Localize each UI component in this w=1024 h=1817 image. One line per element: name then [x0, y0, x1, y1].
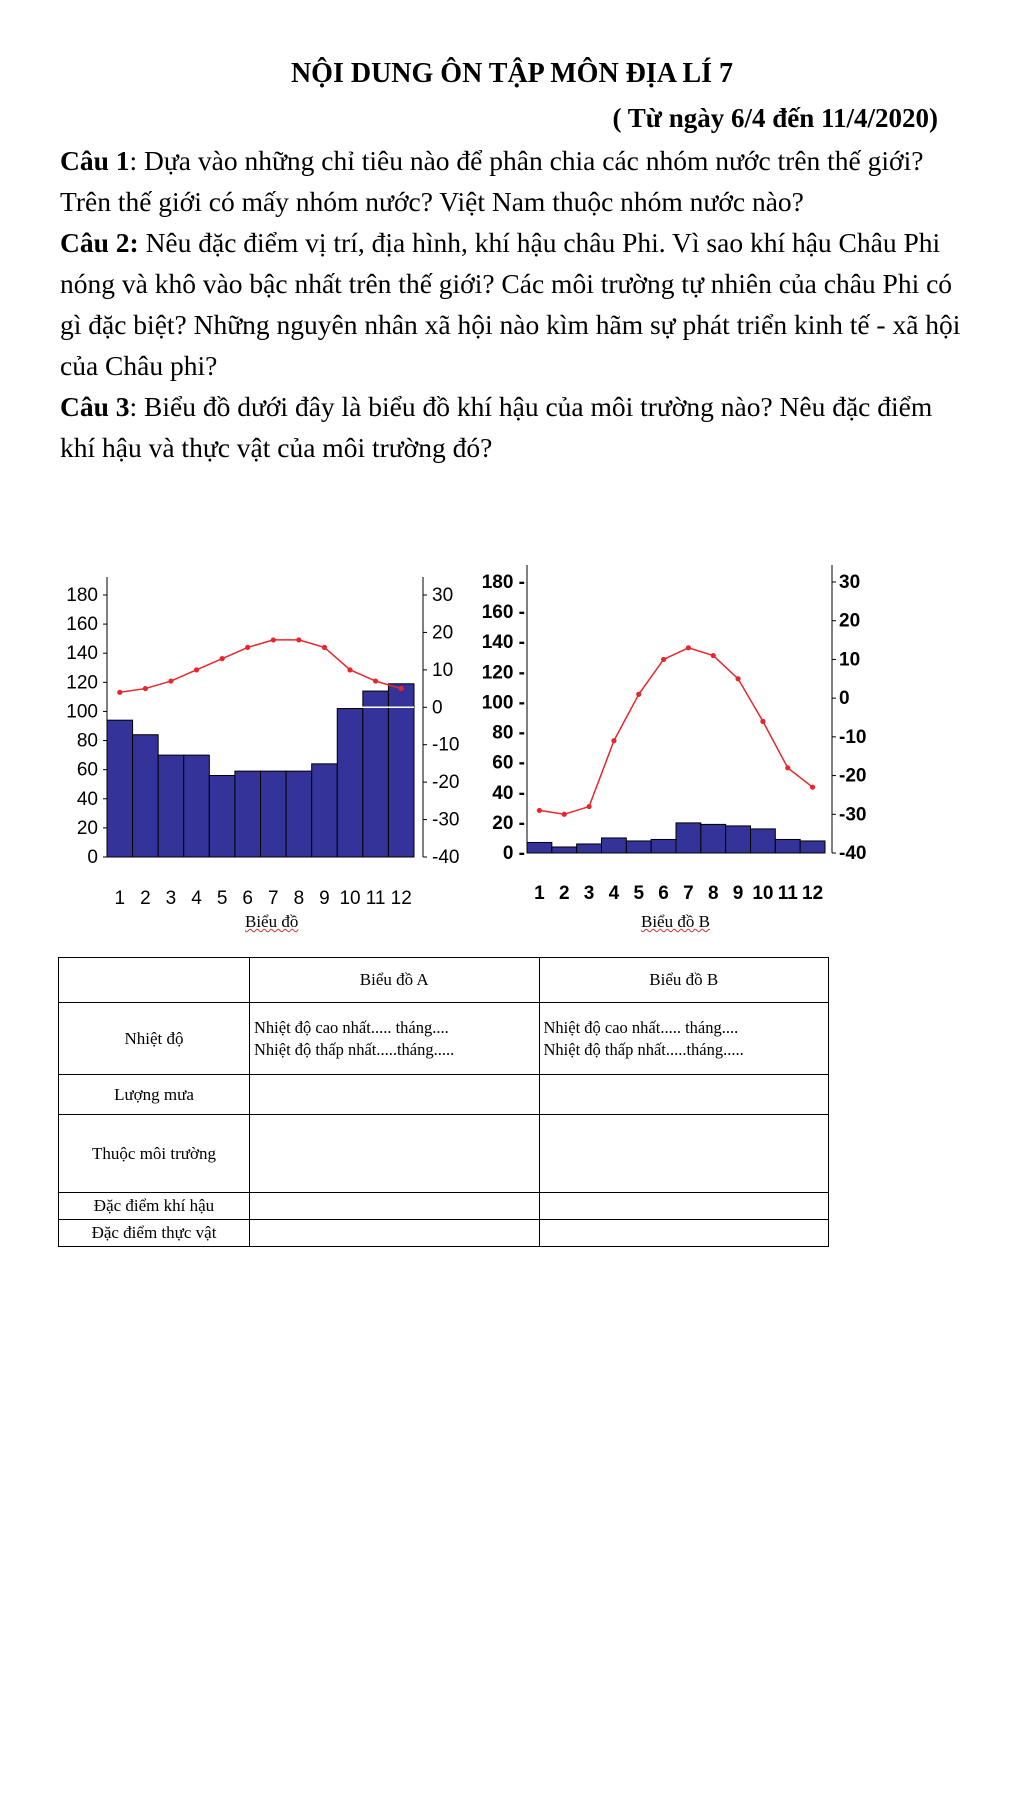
x-tick-label: 1 — [114, 888, 126, 909]
x-tick-label: 2 — [140, 888, 151, 909]
rain-bar — [184, 755, 210, 857]
x-tick-label: 11 — [365, 888, 386, 909]
x-tick-label: 8 — [293, 888, 305, 909]
rain-bar — [388, 684, 414, 857]
y-left-tick-label: 120 - — [481, 662, 525, 684]
x-tick-label: 3 — [583, 883, 595, 904]
rain-cell-b — [539, 1075, 829, 1115]
y-right-tick-label: -10 — [432, 734, 460, 756]
y-right-tick-label: 10 — [432, 659, 454, 681]
x-tick-label: 7 — [683, 883, 694, 904]
row-label-plant: Đặc điểm thực vật — [59, 1220, 250, 1247]
question-label: Câu 2: — [60, 227, 139, 258]
rain-bar — [577, 844, 602, 853]
y-left-tick-label: 60 - — [492, 752, 525, 774]
x-tick-label: 5 — [216, 888, 228, 909]
rain-bar — [363, 691, 389, 857]
table-row — [59, 1075, 829, 1115]
temperature-line — [120, 640, 401, 692]
rain-bar — [261, 771, 287, 857]
question-text: Nêu đặc điểm vị trí, địa hình, khí hậu châu Phi. Vì sao khí hậu Châu Phi nóng và khô vào bậc nhất trên thế giới? Các môi trường tự nhiên của châu Phi có gì đặc biệt? Những nguyên nhân xã hội nào kìm hãm sự phát triển kinh tế - xã hội của Châu phi? — [60, 227, 961, 381]
temperature-point — [143, 686, 148, 691]
y-left-tick-label: 60 — [76, 759, 98, 781]
temp-low-b: Nhiệt độ thấp nhất.....tháng..... — [543, 1039, 744, 1059]
rain-bar — [133, 735, 159, 857]
x-tick-label: 2 — [558, 883, 570, 904]
temperature-point — [296, 637, 301, 642]
table-header-row — [59, 958, 829, 1003]
x-tick-label: 6 — [242, 888, 253, 909]
x-tick-label: 5 — [633, 883, 645, 904]
temperature-point — [760, 719, 765, 724]
y-left-tick-label: 80 - — [492, 722, 525, 744]
y-right-tick-label: 0 — [432, 697, 443, 719]
y-left-tick-label: 80 — [76, 730, 98, 752]
x-tick-label: 1 — [534, 883, 545, 904]
rain-bar — [701, 824, 726, 853]
rain-bar — [209, 775, 235, 857]
temperature-point — [785, 765, 790, 770]
temperature-point — [271, 637, 276, 642]
plant-cell-a — [250, 1220, 540, 1247]
x-tick-label: 4 — [608, 883, 620, 904]
y-left-tick-label: 100 — [66, 701, 98, 723]
rain-bar — [676, 823, 701, 853]
row-label-env: Thuộc môi trường — [59, 1115, 250, 1193]
x-tick-label: 7 — [268, 888, 279, 909]
temp-high-a: Nhiệt độ cao nhất..... tháng.... — [254, 1017, 449, 1037]
y-left-tick-label: 40 — [76, 788, 98, 810]
page-title: NỘI DUNG ÔN TẬP MÔN ĐỊA LÍ 7 — [290, 58, 734, 89]
rain-bar — [286, 771, 312, 857]
temperature-point — [220, 656, 225, 661]
chart-b-caption: Biểu đồ B — [641, 912, 710, 931]
temperature-point — [810, 785, 815, 790]
x-tick-label: 10 — [339, 888, 361, 909]
y-left-tick-label: 100 - — [481, 692, 525, 714]
rain-bar — [626, 841, 651, 853]
temperature-point — [661, 657, 666, 662]
date-range: ( Từ ngày 6/4 đến 11/4/2020) — [612, 103, 938, 133]
x-tick-label: 12 — [802, 883, 824, 904]
y-left-tick-label: 20 - — [492, 812, 525, 834]
temperature-point — [347, 667, 352, 672]
rain-bar — [337, 709, 363, 857]
table-corner-cell — [59, 958, 250, 1003]
temperature-point — [168, 678, 173, 683]
rain-bar — [552, 847, 577, 853]
rain-cell-a — [250, 1075, 540, 1115]
temp-cell-b — [539, 1003, 829, 1075]
question-label: Câu 3 — [60, 391, 130, 422]
table-row — [59, 1220, 829, 1247]
x-tick-label: 9 — [732, 883, 744, 904]
y-left-tick-label: 120 — [66, 672, 98, 694]
rain-bar — [602, 838, 627, 853]
x-tick-label: 12 — [390, 888, 412, 909]
y-right-tick-label: -20 — [432, 772, 460, 794]
question-text: : Biểu đồ dưới đây là biểu đồ khí hậu của môi trường nào? Nêu đặc điểm khí hậu và thực vật của môi trường đó? — [60, 391, 933, 463]
temperature-point — [711, 653, 716, 658]
temp-low-a: Nhiệt độ thấp nhất.....tháng..... — [254, 1039, 455, 1059]
y-right-tick-label: -30 — [432, 809, 460, 831]
rain-bar — [235, 771, 261, 857]
x-tick-label: 3 — [165, 888, 177, 909]
table-row — [59, 1193, 829, 1220]
env-cell-b — [539, 1115, 829, 1193]
question-text: : Dựa vào những chỉ tiêu nào để phân chia các nhóm nước trên thế giới? Trên thế giới có mấy nhóm nước? Việt Nam thuộc nhóm nước nào? — [60, 145, 924, 217]
temperature-point — [636, 692, 641, 697]
y-right-tick-label: -10 — [839, 726, 867, 748]
temperature-point — [686, 645, 691, 650]
x-tick-label: 10 — [752, 883, 774, 904]
rain-bar — [158, 755, 184, 857]
y-left-tick-label: 20 — [76, 817, 98, 839]
y-right-tick-label: 30 — [839, 572, 861, 593]
temperature-point — [245, 645, 250, 650]
rain-bar — [800, 841, 825, 853]
temp-cell-a — [250, 1003, 540, 1075]
rain-bar — [726, 826, 751, 853]
y-right-tick-label: -20 — [839, 765, 867, 787]
chart-a-caption: Biểu đồ — [245, 912, 299, 931]
row-label-temp: Nhiệt độ — [59, 1003, 250, 1075]
temperature-point — [537, 808, 542, 813]
y-left-tick-label: 40 - — [492, 782, 525, 804]
table-row — [59, 1115, 829, 1193]
rain-bar — [775, 839, 800, 853]
question-2 — [60, 222, 965, 386]
question-1 — [60, 140, 965, 222]
question-label: Câu 1 — [60, 145, 130, 176]
y-right-tick-label: -40 — [432, 847, 460, 868]
y-left-tick-label: 180 — [66, 585, 98, 606]
rain-bar — [651, 839, 676, 853]
temperature-point — [194, 667, 199, 672]
y-right-tick-label: 10 — [839, 649, 861, 671]
y-left-tick-label: 180 - — [481, 572, 525, 593]
rain-bar — [751, 829, 776, 853]
x-tick-label: 8 — [707, 883, 719, 904]
rain-bar — [107, 720, 133, 857]
temperature-point — [373, 678, 378, 683]
temperature-point — [735, 676, 740, 681]
temperature-point — [586, 804, 591, 809]
y-left-tick-label: 140 — [66, 643, 98, 665]
row-label-rain: Lượng mưa — [59, 1075, 250, 1115]
y-left-tick-label: 0 — [87, 847, 98, 868]
climate-chart-b — [480, 565, 880, 930]
y-left-tick-label: 140 - — [481, 632, 525, 654]
row-label-climate: Đặc điểm khí hậu — [59, 1193, 250, 1220]
rain-bar — [527, 842, 552, 853]
y-right-tick-label: -40 — [839, 843, 867, 864]
y-left-tick-label: 0 - — [502, 843, 525, 864]
y-right-tick-label: 20 — [432, 622, 454, 644]
x-tick-label: 11 — [777, 883, 798, 904]
y-right-tick-label: 20 — [839, 610, 861, 632]
question-3 — [60, 386, 965, 468]
y-left-tick-label: 160 — [66, 614, 98, 636]
env-cell-a — [250, 1115, 540, 1193]
y-right-tick-label: 0 — [839, 688, 850, 710]
temp-high-b: Nhiệt độ cao nhất..... tháng.... — [543, 1017, 739, 1037]
temperature-line — [539, 648, 812, 814]
climate-chart-a — [0, 565, 480, 930]
table-header-b: Biểu đồ B — [539, 958, 829, 1003]
temperature-point — [117, 690, 122, 695]
temperature-point — [611, 738, 616, 743]
y-left-tick-label: 160 - — [481, 602, 525, 624]
y-right-tick-label: 30 — [432, 585, 454, 606]
y-right-tick-label: -30 — [839, 804, 867, 826]
rain-bar — [312, 764, 338, 857]
x-tick-label: 9 — [319, 888, 330, 909]
table-row — [59, 1003, 829, 1075]
x-tick-label: 6 — [658, 883, 669, 904]
plant-cell-b — [539, 1220, 829, 1247]
climate-cell-b — [539, 1193, 829, 1220]
table-header-a: Biểu đồ A — [250, 958, 540, 1003]
climate-table — [58, 957, 829, 1247]
temperature-point — [562, 812, 567, 817]
x-tick-label: 4 — [191, 888, 202, 909]
temperature-point — [322, 645, 327, 650]
temperature-point — [399, 686, 404, 691]
question-list — [60, 140, 965, 468]
climate-cell-a — [250, 1193, 540, 1220]
